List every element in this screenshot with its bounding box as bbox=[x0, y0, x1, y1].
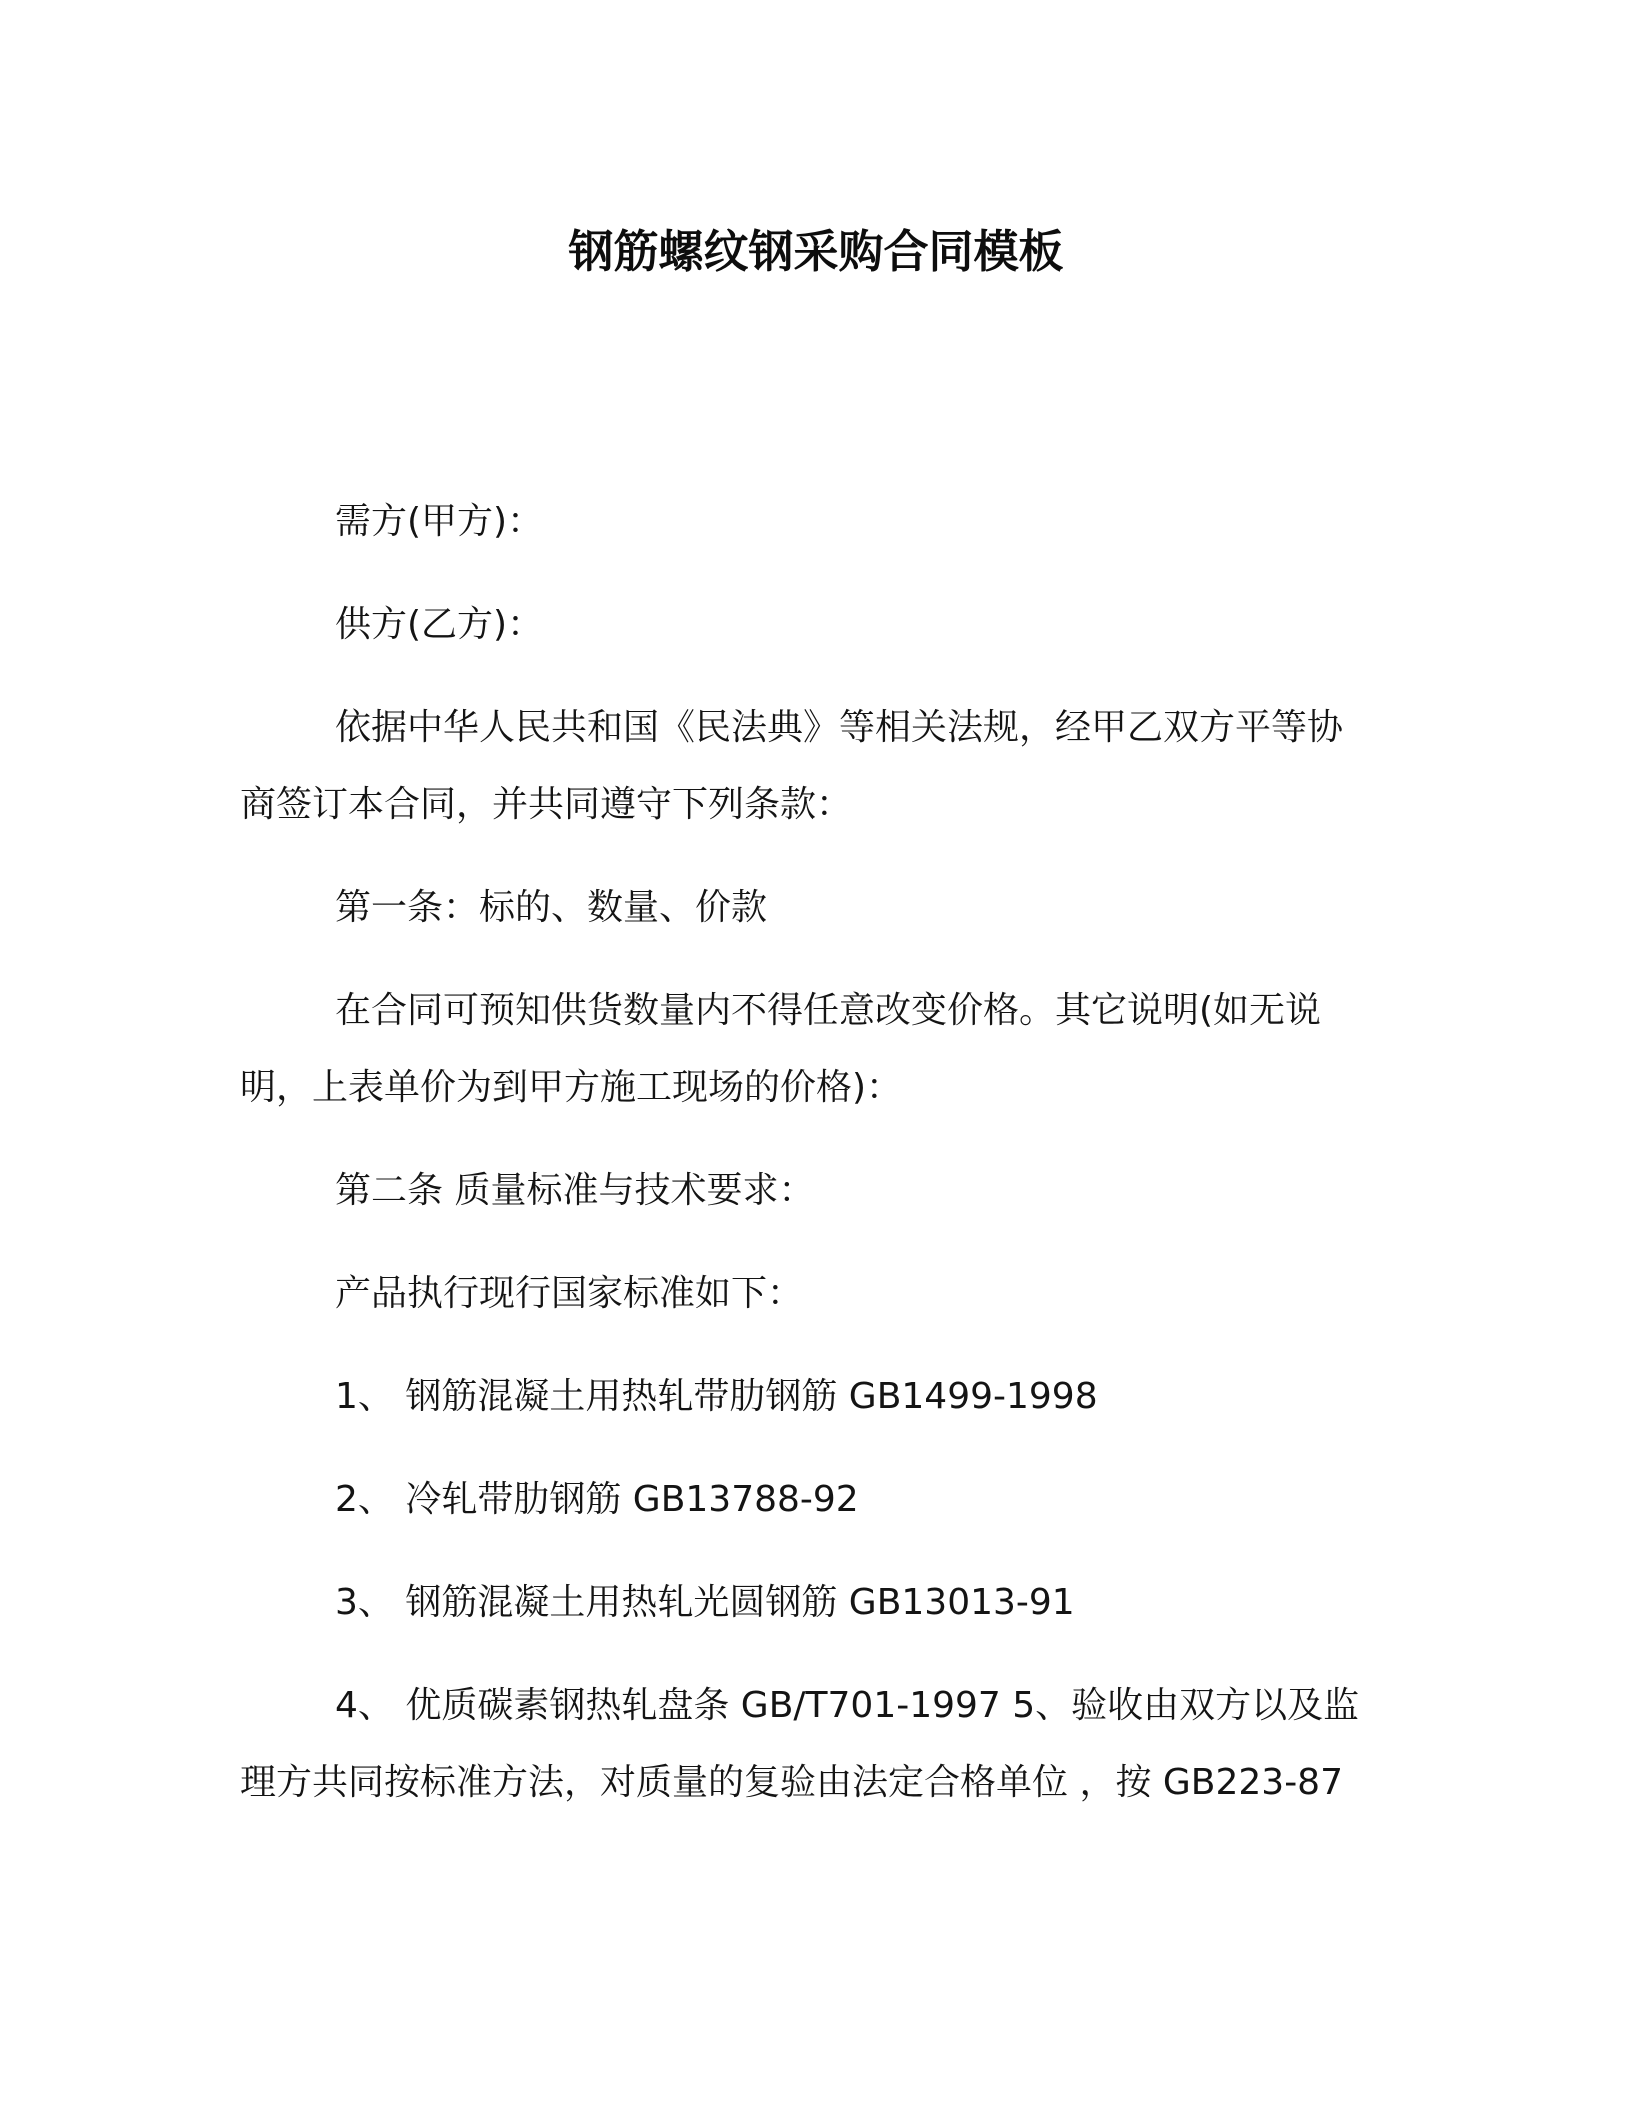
standards-intro: 产品执行现行国家标准如下： bbox=[335, 1273, 804, 1314]
article-one-heading: 第一条：标的、数量、价款 bbox=[335, 887, 768, 928]
standard-item-2: 2、 冷轧带肋钢筋 GB13788-92 bbox=[335, 1479, 859, 1520]
standard-item-3: 3、 钢筋混凝土用热轧光圆钢筋 GB13013-91 bbox=[335, 1582, 1075, 1623]
standard-item-4-line-2: 理方共同按标准方法，对质量的复验由法定合格单位 ，按 GB223-87 bbox=[240, 1762, 1343, 1803]
article-two-heading: 第二条 质量标准与技术要求： bbox=[335, 1170, 815, 1211]
party-b-line: 供方(乙方)： bbox=[335, 604, 544, 645]
preamble-line-1: 依据中华人民共和国《民法典》等相关法规，经甲乙双方平等协 bbox=[335, 707, 1344, 748]
party-a-line: 需方(甲方)： bbox=[335, 501, 544, 542]
standard-item-1: 1、 钢筋混凝土用热轧带肋钢筋 GB1499-1998 bbox=[335, 1376, 1098, 1417]
document-title: 钢筋螺纹钢采购合同模板 bbox=[568, 225, 1064, 278]
preamble-line-2: 商签订本合同，并共同遵守下列条款： bbox=[240, 784, 853, 825]
article-one-text-line-2: 明，上表单价为到甲方施工现场的价格)： bbox=[240, 1067, 903, 1108]
standard-item-4-line-1: 4、 优质碳素钢热轧盘条 GB/T701-1997 5、验收由双方以及监 bbox=[335, 1685, 1360, 1726]
article-one-text-line-1: 在合同可预知供货数量内不得任意改变价格。其它说明(如无说 bbox=[335, 990, 1322, 1031]
